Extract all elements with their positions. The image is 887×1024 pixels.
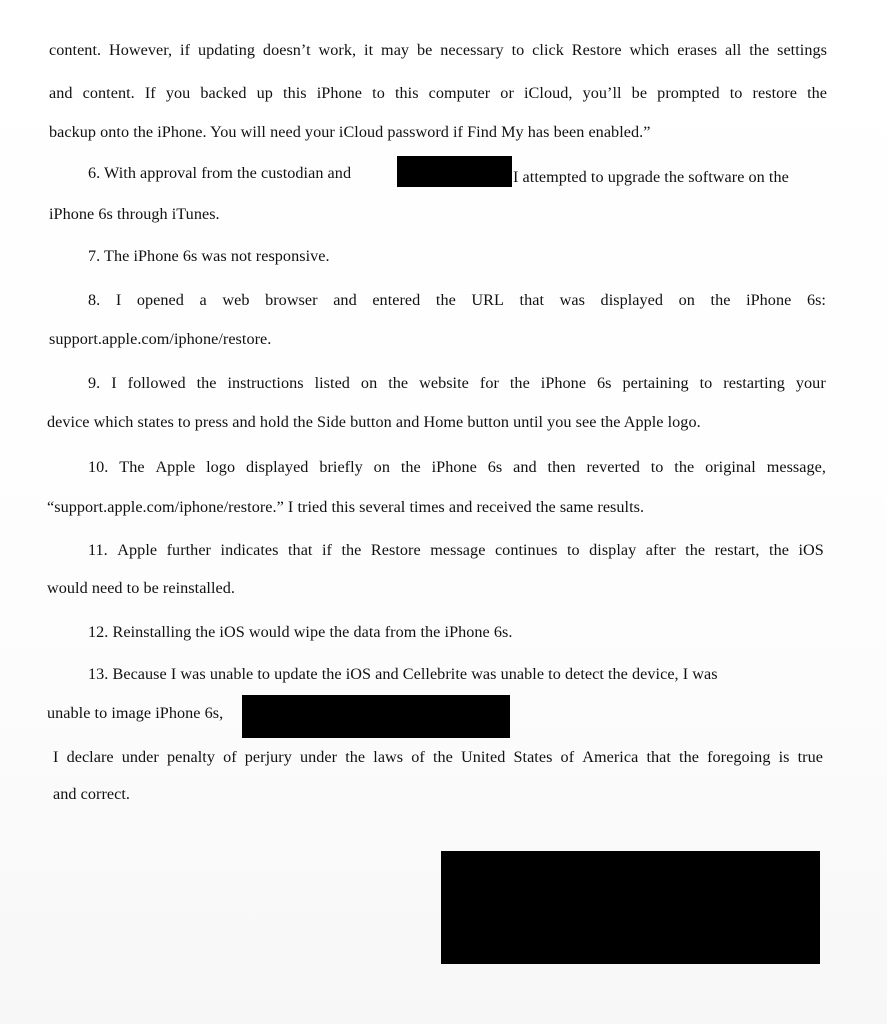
word: and: [513, 458, 537, 476]
word: penalty: [166, 748, 215, 766]
word: further: [166, 541, 212, 559]
word: Apple: [155, 458, 196, 476]
word: if: [180, 41, 191, 59]
word: up: [256, 84, 273, 102]
word: 6s:: [806, 291, 826, 309]
word: displayed: [600, 291, 664, 309]
word: may: [381, 41, 410, 59]
word: true: [797, 748, 823, 766]
word: the: [400, 458, 421, 476]
word: to: [650, 458, 664, 476]
word: States: [513, 748, 553, 766]
word: the: [710, 291, 731, 309]
word: that: [646, 748, 671, 766]
word: this: [394, 84, 419, 102]
word: 10.: [88, 458, 109, 476]
text-line-1: [49, 40, 827, 60]
word: erases: [677, 41, 718, 59]
word: it: [364, 41, 374, 59]
word: if: [321, 541, 332, 559]
word: or: [500, 84, 514, 102]
word: laws: [373, 748, 404, 766]
word: listed: [314, 374, 350, 392]
word: you: [165, 84, 191, 102]
word: restarting: [723, 374, 785, 392]
word: restore: [752, 84, 797, 102]
redaction-box-1: [397, 156, 512, 187]
word: the: [432, 748, 453, 766]
word: 11.: [88, 541, 108, 559]
word: briefly: [319, 458, 363, 476]
word: the: [345, 748, 366, 766]
word: entered: [372, 291, 421, 309]
word: iOS: [798, 541, 824, 559]
paragraph-6-start: 6. With approval from the custodian and: [88, 164, 352, 182]
word: is: [778, 748, 790, 766]
signature-redaction-box: [441, 851, 820, 964]
word: web: [222, 291, 250, 309]
word: website: [419, 374, 469, 392]
text-line-3: backup onto the iPhone. You will need your iCloud password if Find My has been enabled.”: [49, 123, 651, 141]
word: the: [769, 541, 789, 559]
word: the: [749, 41, 770, 59]
paragraph-8-cont: support.apple.com/iphone/restore.: [49, 330, 272, 348]
paragraph-6-end: I attempted to upgrade the software on the: [513, 168, 789, 186]
word: to: [511, 41, 525, 59]
paragraph-12: 12. Reinstalling the iOS would wipe the data from the iPhone 6s.: [88, 623, 513, 641]
word: and: [333, 291, 357, 309]
word: which: [629, 41, 670, 59]
word: the: [807, 84, 827, 102]
word: However,: [109, 41, 173, 59]
paragraph-11-cont: would need to be reinstalled.: [47, 579, 236, 597]
word: on: [373, 458, 390, 476]
word: I: [111, 374, 117, 392]
word: iCloud,: [524, 84, 573, 102]
paragraph-7: 7. The iPhone 6s was not responsive.: [88, 247, 330, 265]
word: for: [479, 374, 499, 392]
word: that: [288, 541, 313, 559]
paragraph-9: [88, 373, 826, 393]
word: be: [631, 84, 648, 102]
word: URL: [471, 291, 504, 309]
word: followed: [127, 374, 186, 392]
word: you’ll: [582, 84, 622, 102]
word: of: [411, 748, 425, 766]
word: 6s: [487, 458, 503, 476]
word: message: [430, 541, 486, 559]
paragraph-8: [88, 290, 826, 310]
word: iPhone: [316, 84, 363, 102]
word: browser: [265, 291, 318, 309]
word: doesn’t: [262, 41, 311, 59]
word: content.: [49, 41, 102, 59]
word: the: [685, 541, 706, 559]
paragraph-11: [88, 540, 824, 560]
word: If: [144, 84, 156, 102]
word: this: [283, 84, 307, 102]
word: restart,: [714, 541, 760, 559]
word: Restore: [571, 41, 622, 59]
word: logo: [206, 458, 236, 476]
word: under: [121, 748, 159, 766]
word: under: [300, 748, 338, 766]
word: the: [679, 748, 699, 766]
word: America: [582, 748, 639, 766]
word: Apple: [117, 541, 158, 559]
word: declare: [66, 748, 114, 766]
word: to: [699, 374, 713, 392]
word: the: [341, 541, 362, 559]
word: Restore: [370, 541, 421, 559]
word: necessary: [440, 41, 504, 59]
word: computer: [428, 84, 491, 102]
word: 9.: [88, 374, 101, 392]
word: to: [372, 84, 385, 102]
word: pertaining: [622, 374, 689, 392]
word: reverted: [586, 458, 640, 476]
word: content.: [82, 84, 135, 102]
word: then: [547, 458, 576, 476]
word: I: [115, 291, 122, 309]
word: all: [725, 41, 742, 59]
word: after: [645, 541, 676, 559]
word: click: [532, 41, 564, 59]
word: on: [678, 291, 695, 309]
text-line-2: [49, 83, 827, 103]
word: message,: [766, 458, 826, 476]
word: backed: [200, 84, 247, 102]
declaration-statement: [53, 747, 823, 767]
word: your: [795, 374, 826, 392]
redaction-box-2: [242, 695, 510, 738]
word: settings: [777, 41, 827, 59]
word: display: [589, 541, 637, 559]
paragraph-6-cont: iPhone 6s through iTunes.: [49, 205, 220, 223]
paragraph-13: 13. Because I was unable to update the iOS and Cellebrite was unable to detect the device, I was: [88, 665, 718, 683]
word: on: [360, 374, 378, 392]
word: perjury: [244, 748, 292, 766]
word: be: [416, 41, 433, 59]
word: The: [119, 458, 145, 476]
word: 6s: [597, 374, 612, 392]
word: prompted: [657, 84, 720, 102]
word: 8.: [88, 291, 101, 309]
word: iPhone: [431, 458, 477, 476]
word: iPhone: [746, 291, 792, 309]
word: work,: [318, 41, 357, 59]
paragraph-10-cont: “support.apple.com/iphone/restore.” I tried this several times and received the same results.: [47, 498, 645, 516]
word: was: [559, 291, 585, 309]
word: I: [53, 748, 59, 766]
word: the: [388, 374, 409, 392]
word: to: [729, 84, 743, 102]
declaration-statement-cont: and correct.: [53, 785, 130, 803]
word: and: [49, 84, 73, 102]
paragraph-13-cont: unable to image iPhone 6s,: [47, 704, 224, 722]
word: of: [223, 748, 237, 766]
word: that: [519, 291, 545, 309]
word: the: [509, 374, 530, 392]
word: the: [674, 458, 695, 476]
word: original: [705, 458, 756, 476]
word: instructions: [227, 374, 304, 392]
word: continues: [494, 541, 558, 559]
word: indicates: [220, 541, 279, 559]
word: opened: [136, 291, 184, 309]
paragraph-9-cont: device which states to press and hold the Side button and Home button until you see the Apple logo.: [47, 413, 701, 431]
word: foregoing: [707, 748, 771, 766]
word: of: [560, 748, 575, 766]
word: iPhone: [540, 374, 587, 392]
word: to: [566, 541, 580, 559]
word: the: [435, 291, 456, 309]
word: updating: [197, 41, 256, 59]
word: the: [196, 374, 217, 392]
word: United: [461, 748, 506, 766]
word: displayed: [245, 458, 309, 476]
word: a: [199, 291, 207, 309]
paragraph-10: [88, 457, 826, 477]
